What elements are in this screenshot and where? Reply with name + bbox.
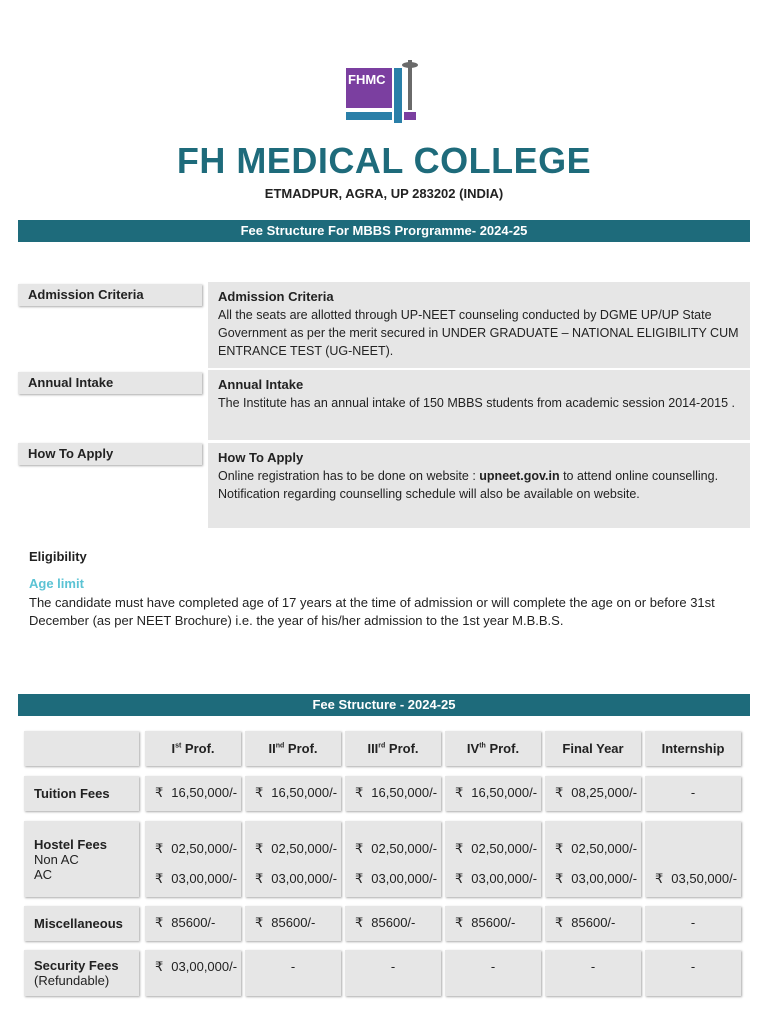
empty-value: - <box>690 959 696 974</box>
fee-amount <box>455 915 515 931</box>
apply-heading: How To Apply <box>218 450 304 465</box>
security-cell <box>645 950 741 996</box>
rupee-icon: ₹ <box>455 915 464 930</box>
fee-amount <box>155 785 237 801</box>
misc-cell <box>645 906 741 941</box>
amount-value: 03,00,000/- <box>571 871 638 886</box>
amount-value: 02,50,000/- <box>471 841 538 856</box>
website-link[interactable]: upneet.gov.in <box>479 469 560 483</box>
hostel-cell <box>545 821 641 897</box>
logo-bar <box>404 112 416 120</box>
age-limit-heading: Age limit <box>29 576 84 591</box>
empty-value: - <box>290 959 296 974</box>
apply-label: How To Apply <box>18 443 202 465</box>
intake-heading: Annual Intake <box>218 377 304 392</box>
amount-value: 03,00,000/- <box>371 871 438 886</box>
misc-cell <box>545 906 641 941</box>
fee-amount <box>355 871 437 887</box>
amount-value: 16,50,000/- <box>471 785 538 800</box>
amount-value: 03,00,000/- <box>471 871 538 886</box>
empty-value: - <box>490 959 496 974</box>
column-header-label: IInd Prof. <box>268 741 318 756</box>
fee-band: Fee Structure - 2024-25 <box>18 694 750 716</box>
column-header-label: IIIrd Prof. <box>367 741 419 756</box>
amount-value: 02,50,000/- <box>371 841 438 856</box>
rupee-icon: ₹ <box>355 841 364 856</box>
empty-value: - <box>390 959 396 974</box>
amount-value: 03,00,000/- <box>171 871 238 886</box>
row-sublabel: AC <box>34 866 53 882</box>
admission-info <box>208 282 750 368</box>
tuition-cell <box>245 776 341 811</box>
amount-value: 03,50,000/- <box>671 871 738 886</box>
admission-label: Admission Criteria <box>18 284 202 306</box>
misc-cell <box>445 906 541 941</box>
row-label: Security Fees <box>34 958 119 973</box>
rupee-icon: ₹ <box>355 915 364 930</box>
amount-value: 02,50,000/- <box>271 841 338 856</box>
column-header <box>545 731 641 766</box>
amount-value: 08,25,000/- <box>571 785 638 800</box>
rupee-icon: ₹ <box>455 841 464 856</box>
logo-bar <box>394 68 402 123</box>
security-cell <box>345 950 441 996</box>
amount-value: 85600/- <box>171 915 216 930</box>
empty-value: - <box>690 915 696 930</box>
column-header-label: Ist Prof. <box>171 741 215 756</box>
rupee-icon: ₹ <box>355 785 364 800</box>
amount-value: 85600/- <box>571 915 616 930</box>
column-header <box>145 731 241 766</box>
column-header <box>345 731 441 766</box>
column-header-label: Internship <box>661 741 725 756</box>
row-label: Tuition Fees <box>34 786 110 801</box>
fee-amount <box>355 915 415 931</box>
college-logo <box>346 60 422 124</box>
fee-amount <box>355 785 437 801</box>
hostel-cell <box>145 821 241 897</box>
rupee-icon: ₹ <box>255 785 264 800</box>
rupee-icon: ₹ <box>255 841 264 856</box>
tuition-row-header <box>24 776 139 811</box>
rupee-icon: ₹ <box>555 915 564 930</box>
fee-amount <box>255 841 337 857</box>
fee-amount <box>155 841 237 857</box>
misc-cell <box>345 906 441 941</box>
security-cell <box>545 950 641 996</box>
rupee-icon: ₹ <box>155 959 164 974</box>
apply-info <box>208 443 750 528</box>
rupee-icon: ₹ <box>155 841 164 856</box>
amount-value: 85600/- <box>471 915 516 930</box>
amount-value: 03,00,000/- <box>171 959 238 974</box>
rupee-icon: ₹ <box>555 841 564 856</box>
fee-amount <box>155 915 215 931</box>
fee-amount <box>555 871 637 887</box>
rupee-icon: ₹ <box>455 785 464 800</box>
misc-cell <box>145 906 241 941</box>
empty-value: - <box>690 785 696 800</box>
rupee-icon: ₹ <box>555 785 564 800</box>
rupee-icon: ₹ <box>655 871 664 886</box>
caduceus-icon <box>408 60 412 110</box>
column-header-label: IVth Prof. <box>466 741 520 756</box>
fee-amount <box>555 785 637 801</box>
rupee-icon: ₹ <box>155 785 164 800</box>
tuition-cell <box>345 776 441 811</box>
fee-amount <box>655 871 737 887</box>
admission-heading: Admission Criteria <box>218 289 334 304</box>
intake-info <box>208 370 750 440</box>
column-header <box>645 731 741 766</box>
rupee-icon: ₹ <box>155 915 164 930</box>
amount-value: 16,50,000/- <box>171 785 238 800</box>
table-corner <box>24 731 139 766</box>
amount-value: 03,00,000/- <box>271 871 338 886</box>
security-row-header <box>24 950 139 996</box>
tuition-cell <box>445 776 541 811</box>
amount-value: 02,50,000/- <box>171 841 238 856</box>
age-limit-text: The candidate must have completed age of 17 years at the time of admission or will complete the age on or before 31st December (as per NEET Brochure) i.e. the year of his/her admission to the 1st year M.B.B.S. <box>29 595 715 628</box>
college-name: FH MEDICAL COLLEGE <box>176 140 592 181</box>
amount-value: 16,50,000/- <box>271 785 338 800</box>
fee-amount <box>255 871 337 887</box>
fee-amount <box>155 871 237 887</box>
fee-amount <box>455 871 537 887</box>
admission-text: All the seats are allotted through UP-NEET counseling conducted by DGME UP/UP State Government as per the merit secured in UNDER GRADUATE – NATIONAL ELIGIBILITY CUM ENTRANCE TEST (UG-NEET). <box>218 308 739 358</box>
fee-amount <box>555 841 637 857</box>
fee-amount <box>355 841 437 857</box>
security-cell <box>445 950 541 996</box>
amount-value: 02,50,000/- <box>571 841 638 856</box>
tuition-cell <box>645 776 741 811</box>
rupee-icon: ₹ <box>255 915 264 930</box>
fee-amount <box>155 959 237 975</box>
apply-text-post: to attend online counselling. Notification regarding counselling schedule will also be available on website. <box>218 469 719 501</box>
rupee-icon: ₹ <box>155 871 164 886</box>
college-address: ETMADPUR, AGRA, UP 283202 (INDIA) <box>264 186 504 201</box>
column-header <box>445 731 541 766</box>
misc-row-header <box>24 906 139 941</box>
intake-label: Annual Intake <box>18 372 202 394</box>
intake-text: The Institute has an annual intake of 150 MBBS students from academic session 2014-2015 . <box>218 396 735 410</box>
hostel-cell <box>445 821 541 897</box>
amount-value: 85600/- <box>371 915 416 930</box>
hostel-row-header <box>24 821 139 897</box>
fee-amount <box>455 785 537 801</box>
empty-value: - <box>590 959 596 974</box>
column-header <box>245 731 341 766</box>
rupee-icon: ₹ <box>455 871 464 886</box>
rupee-icon: ₹ <box>255 871 264 886</box>
apply-text-pre: Online registration has to be done on website : <box>218 469 480 483</box>
column-header-label: Final Year <box>562 741 624 756</box>
apply-text <box>218 467 740 503</box>
eligibility-heading: Eligibility <box>29 549 87 564</box>
amount-value: 16,50,000/- <box>371 785 438 800</box>
tuition-cell <box>145 776 241 811</box>
fee-amount <box>555 915 615 931</box>
fee-amount <box>255 785 337 801</box>
row-label: Miscellaneous <box>34 916 123 931</box>
programme-band: Fee Structure For MBBS Prorgramme- 2024-25 <box>18 220 750 242</box>
rupee-icon: ₹ <box>555 871 564 886</box>
amount-value: 85600/- <box>271 915 316 930</box>
hostel-cell <box>645 821 741 897</box>
hostel-cell <box>245 821 341 897</box>
fee-amount <box>455 841 537 857</box>
logo-bar <box>346 112 392 120</box>
row-sublabel: (Refundable) <box>34 973 110 988</box>
misc-cell <box>245 906 341 941</box>
logo-text: FHMC <box>348 72 386 87</box>
row-sublabel: Non AC <box>34 851 79 867</box>
security-cell <box>245 950 341 996</box>
row-label: Hostel Fees <box>34 836 107 852</box>
rupee-icon: ₹ <box>355 871 364 886</box>
fee-amount <box>255 915 315 931</box>
tuition-cell <box>545 776 641 811</box>
security-cell <box>145 950 241 996</box>
hostel-cell <box>345 821 441 897</box>
